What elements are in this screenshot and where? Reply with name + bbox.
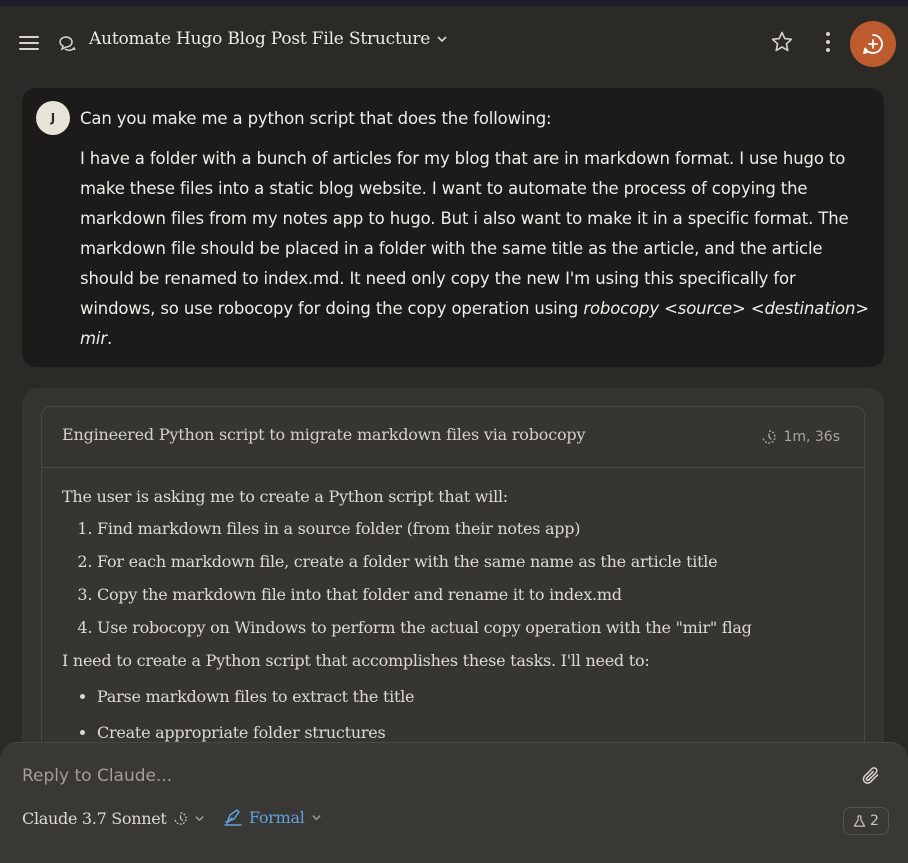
kebab-icon: [826, 32, 830, 36]
list-item: 2. For each markdown file, create a folder with the same name as the article title: [97, 550, 852, 574]
thinking-bullets: [62, 685, 852, 745]
tools-count: 2: [870, 813, 879, 829]
list-item: • Parse markdown files to extract the title: [97, 685, 852, 709]
flask-icon: [853, 815, 866, 828]
thinking-steps: [62, 517, 852, 640]
user-message-body: I have a folder with a bunch of articles for my blog that are in markdown format. I use hugo to make these files into a static blog website. I want to automate the process of copying the markdown files from my notes app to hugo. But i also want to make it in a specific format. The markdown file should be placed in a folder with the same title as the article, and the article should be renamed to index.md. It need only copy the new I'm using this specifically for windows, so use robocopy for doing the copy operation using robocopy <source> <destination> mir.: [80, 149, 869, 348]
pen-nib-icon: [223, 807, 243, 827]
timer-icon: [761, 429, 777, 445]
thinking-header[interactable]: [42, 407, 864, 468]
more-options-button[interactable]: [818, 30, 838, 54]
chat-bubbles-icon: [57, 33, 77, 53]
list-item: 3. Copy the markdown file into that folder and rename it to index.md: [97, 583, 852, 607]
style-name: Formal: [249, 807, 305, 827]
chevron-down-icon: [436, 33, 448, 45]
header: [0, 6, 908, 80]
new-chat-button[interactable]: [850, 21, 896, 67]
conversation-title: Automate Hugo Blog Post File Structure: [89, 29, 431, 49]
conversation-title-dropdown[interactable]: [89, 29, 448, 49]
list-item: • Create appropriate folder structures: [97, 721, 852, 745]
chat-plus-icon: [861, 32, 885, 56]
thinking-need-text: I need to create a Python script that accomplishes these tasks. I'll need to:: [62, 651, 650, 670]
robocopy-command: robocopy <source> <destination> mir: [80, 299, 869, 348]
extended-thinking-icon: [173, 811, 188, 826]
menu-icon: [19, 36, 39, 38]
list-item: 1. Find markdown files in a source folder (from their notes app): [97, 517, 852, 541]
model-name: Claude 3.7 Sonnet: [22, 809, 167, 828]
reply-input[interactable]: [22, 761, 842, 791]
user-message-intro: Can you make me a python script that does the following:: [80, 109, 552, 128]
thinking-title: Engineered Python script to migrate markdown files via robocopy: [62, 425, 586, 444]
style-selector[interactable]: [223, 807, 322, 827]
thinking-intro: The user is asking me to create a Python script that will:: [62, 487, 508, 506]
composer: [0, 742, 908, 863]
thinking-content: [62, 485, 852, 757]
paperclip-icon[interactable]: [860, 765, 882, 787]
user-message-text: [80, 104, 870, 354]
tools-button[interactable]: [843, 807, 889, 835]
avatar: J: [36, 101, 70, 135]
list-item: 4. Use robocopy on Windows to perform the actual copy operation with the "mir" flag: [97, 616, 852, 640]
model-selector[interactable]: [22, 809, 205, 828]
chevron-down-icon: [311, 812, 322, 823]
thinking-duration: 1m, 36s: [761, 429, 840, 445]
sidebar-toggle-button[interactable]: [19, 34, 39, 52]
chevron-down-icon: [194, 813, 205, 824]
star-button[interactable]: [770, 30, 794, 54]
user-message: [22, 88, 884, 367]
